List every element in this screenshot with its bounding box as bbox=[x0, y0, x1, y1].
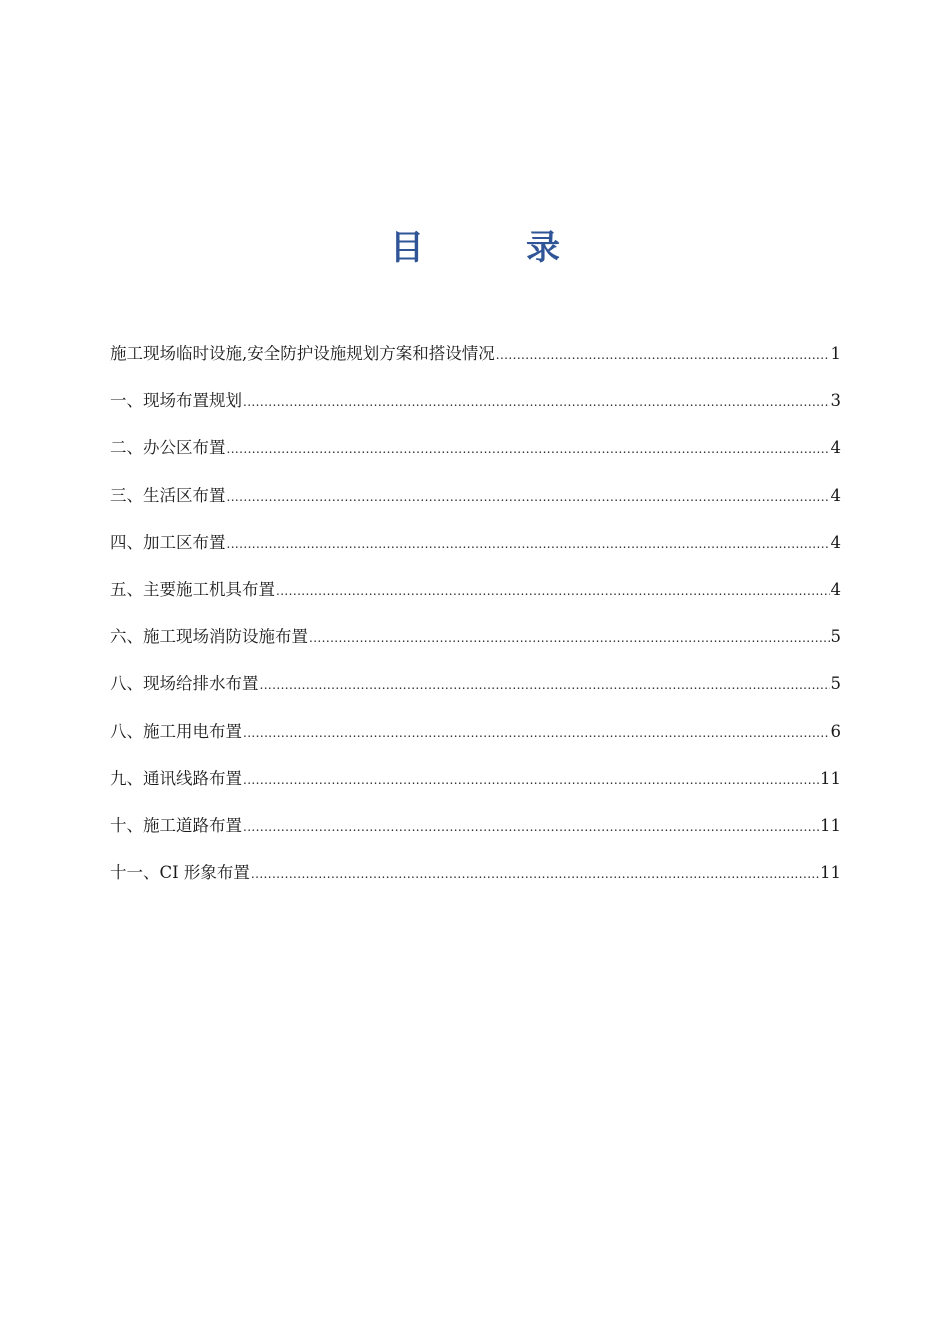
toc-dot-leader bbox=[251, 861, 819, 887]
toc-page-number: 4 bbox=[830, 579, 841, 599]
toc-dot-leader bbox=[243, 389, 830, 415]
toc-entry-label: 九、通讯线路布置 bbox=[110, 768, 242, 788]
toc-page-number: 5 bbox=[830, 674, 841, 694]
toc-page-number: 11 bbox=[820, 815, 841, 835]
toc-page-number: 5 bbox=[830, 627, 841, 647]
toc-entry[interactable] bbox=[110, 435, 841, 482]
toc-dot-leader bbox=[496, 342, 830, 368]
toc-entry-label: 四、加工区布置 bbox=[110, 532, 226, 552]
toc-entry-label: 施工现场临时设施,安全防护设施规划方案和搭设情况 bbox=[110, 344, 495, 363]
toc-dot-leader bbox=[227, 531, 830, 557]
toc-page-number: 11 bbox=[820, 768, 841, 788]
toc-dot-leader bbox=[276, 578, 830, 604]
toc-entry[interactable] bbox=[110, 530, 841, 577]
toc-dot-leader bbox=[227, 436, 830, 462]
toc-entry-label: 八、现场给排水布置 bbox=[110, 674, 259, 694]
toc-entry-label: 十、施工道路布置 bbox=[110, 815, 242, 835]
toc-page-number: 1 bbox=[830, 344, 841, 363]
toc-page-number: 6 bbox=[830, 721, 841, 741]
toc-entry[interactable] bbox=[110, 766, 841, 813]
toc-entry-label: 五、主要施工机具布置 bbox=[110, 579, 275, 599]
toc-entry[interactable] bbox=[110, 483, 841, 530]
toc-page-number: 11 bbox=[820, 863, 841, 883]
toc-entry[interactable] bbox=[110, 719, 841, 766]
toc-entry-label: 八、施工用电布置 bbox=[110, 721, 242, 741]
page-title: 目 录 bbox=[390, 228, 594, 268]
toc-entry[interactable] bbox=[110, 388, 841, 435]
toc-page-number: 4 bbox=[830, 485, 841, 505]
toc-entry-label: 二、办公区布置 bbox=[110, 438, 226, 458]
toc-dot-leader bbox=[243, 767, 819, 793]
toc-dot-leader bbox=[260, 672, 830, 698]
toc-entry[interactable] bbox=[110, 860, 841, 907]
toc-dot-leader bbox=[227, 484, 830, 510]
toc-page-number: 4 bbox=[830, 532, 841, 552]
toc-entry-label: 六、施工现场消防设施布置 bbox=[110, 627, 308, 647]
toc-dot-leader bbox=[309, 625, 830, 651]
toc-entry-label: 十一、CI 形象布置 bbox=[110, 863, 250, 883]
toc-entry-label: 一、现场布置规划 bbox=[110, 391, 242, 411]
toc-page-number: 3 bbox=[830, 391, 841, 411]
table-of-contents bbox=[110, 341, 841, 907]
toc-dot-leader bbox=[243, 720, 830, 746]
toc-dot-leader bbox=[243, 814, 819, 840]
toc-entry[interactable] bbox=[110, 341, 841, 388]
toc-entry-label: 三、生活区布置 bbox=[110, 485, 226, 505]
toc-entry[interactable] bbox=[110, 671, 841, 718]
toc-page-number: 4 bbox=[830, 438, 841, 458]
toc-entry[interactable] bbox=[110, 813, 841, 860]
toc-entry[interactable] bbox=[110, 624, 841, 671]
toc-entry[interactable] bbox=[110, 577, 841, 624]
